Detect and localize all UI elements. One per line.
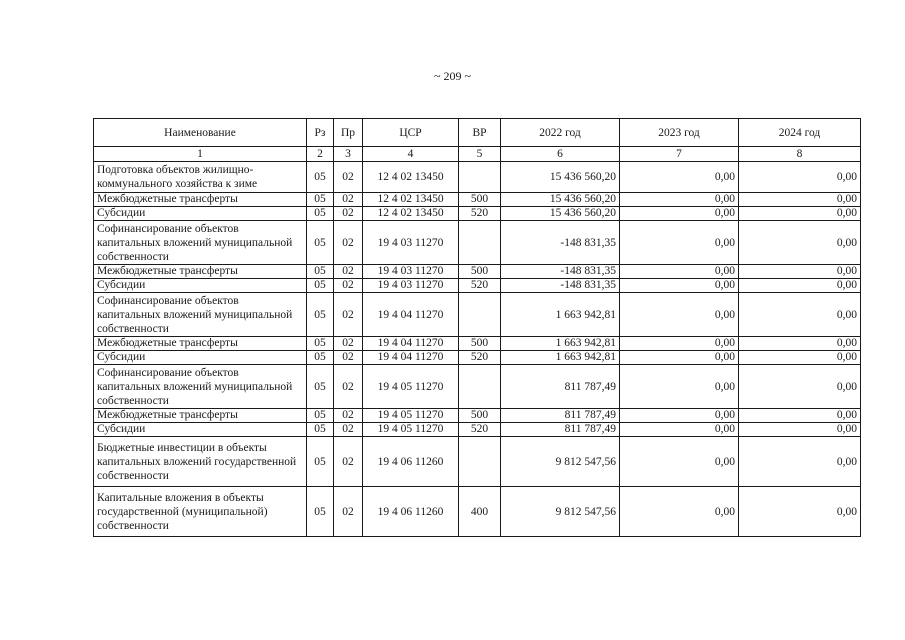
table-row — [94, 365, 861, 409]
table-row — [94, 265, 861, 279]
row-2023: 0,00 — [620, 337, 739, 351]
column-number: 3 — [334, 147, 363, 162]
row-2024: 0,00 — [739, 487, 861, 537]
row-2022: -148 831,35 — [501, 265, 620, 279]
row-csr: 19 4 03 11270 — [363, 221, 459, 265]
row-rz: 05 — [307, 221, 334, 265]
row-2022: -148 831,35 — [501, 279, 620, 293]
header-rz: Рз — [307, 119, 334, 147]
row-rz: 05 — [307, 487, 334, 537]
row-csr: 19 4 03 11270 — [363, 279, 459, 293]
row-vr: 500 — [459, 265, 501, 279]
row-2022: 811 787,49 — [501, 423, 620, 437]
row-2024: 0,00 — [739, 193, 861, 207]
row-rz: 05 — [307, 351, 334, 365]
row-pr: 02 — [334, 265, 363, 279]
column-number: 5 — [459, 147, 501, 162]
row-2024: 0,00 — [739, 365, 861, 409]
row-2022: 811 787,49 — [501, 365, 620, 409]
row-2022: 15 436 560,20 — [501, 162, 620, 193]
column-number: 2 — [307, 147, 334, 162]
row-2023: 0,00 — [620, 437, 739, 487]
row-2022: 9 812 547,56 — [501, 437, 620, 487]
row-pr: 02 — [334, 193, 363, 207]
row-2023: 0,00 — [620, 193, 739, 207]
row-2023: 0,00 — [620, 293, 739, 337]
column-number: 7 — [620, 147, 739, 162]
header-2024: 2024 год — [739, 119, 861, 147]
row-vr — [459, 293, 501, 337]
row-csr: 19 4 05 11270 — [363, 365, 459, 409]
row-name: Бюджетные инвестиции в объекты капитальных вложений государственной собственности — [94, 437, 307, 487]
row-csr: 19 4 04 11270 — [363, 293, 459, 337]
row-2022: 15 436 560,20 — [501, 207, 620, 221]
row-rz: 05 — [307, 423, 334, 437]
column-number-row — [94, 147, 861, 162]
row-rz: 05 — [307, 162, 334, 193]
row-rz: 05 — [307, 409, 334, 423]
row-name: Субсидии — [94, 423, 307, 437]
row-vr: 500 — [459, 193, 501, 207]
table-row — [94, 409, 861, 423]
row-csr: 19 4 06 11260 — [363, 437, 459, 487]
table-header-row — [94, 119, 861, 147]
row-vr — [459, 162, 501, 193]
row-2022: 15 436 560,20 — [501, 193, 620, 207]
row-rz: 05 — [307, 193, 334, 207]
row-2023: 0,00 — [620, 162, 739, 193]
column-number: 1 — [94, 147, 307, 162]
row-2024: 0,00 — [739, 162, 861, 193]
row-csr: 19 4 03 11270 — [363, 265, 459, 279]
row-name: Межбюджетные трансферты — [94, 193, 307, 207]
row-name: Межбюджетные трансферты — [94, 265, 307, 279]
row-csr: 12 4 02 13450 — [363, 162, 459, 193]
row-pr: 02 — [334, 487, 363, 537]
row-name: Софинансирование объектов капитальных вложений муниципальной собственности — [94, 293, 307, 337]
row-2024: 0,00 — [739, 351, 861, 365]
row-2024: 0,00 — [739, 265, 861, 279]
row-pr: 02 — [334, 162, 363, 193]
header-2022: 2022 год — [501, 119, 620, 147]
row-2023: 0,00 — [620, 351, 739, 365]
row-2023: 0,00 — [620, 487, 739, 537]
table-row — [94, 207, 861, 221]
row-2022: 9 812 547,56 — [501, 487, 620, 537]
row-2024: 0,00 — [739, 207, 861, 221]
row-2024: 0,00 — [739, 337, 861, 351]
row-2023: 0,00 — [620, 423, 739, 437]
row-2024: 0,00 — [739, 293, 861, 337]
row-2022: 1 663 942,81 — [501, 351, 620, 365]
row-vr: 520 — [459, 351, 501, 365]
row-vr: 500 — [459, 409, 501, 423]
row-2024: 0,00 — [739, 423, 861, 437]
table-row — [94, 487, 861, 537]
row-pr: 02 — [334, 409, 363, 423]
row-pr: 02 — [334, 207, 363, 221]
row-vr — [459, 365, 501, 409]
table-row — [94, 279, 861, 293]
row-csr: 19 4 06 11260 — [363, 487, 459, 537]
row-name: Софинансирование объектов капитальных вложений муниципальной собственности — [94, 365, 307, 409]
row-name: Подготовка объектов жилищно-коммунального хозяйства к зиме — [94, 162, 307, 193]
row-vr: 520 — [459, 207, 501, 221]
row-2023: 0,00 — [620, 409, 739, 423]
row-2023: 0,00 — [620, 265, 739, 279]
table-row — [94, 337, 861, 351]
row-vr — [459, 221, 501, 265]
row-pr: 02 — [334, 279, 363, 293]
header-name: Наименование — [94, 119, 307, 147]
row-2023: 0,00 — [620, 221, 739, 265]
row-vr: 520 — [459, 423, 501, 437]
table-row — [94, 162, 861, 193]
row-csr: 12 4 02 13450 — [363, 207, 459, 221]
table-row — [94, 293, 861, 337]
column-number: 4 — [363, 147, 459, 162]
row-rz: 05 — [307, 265, 334, 279]
row-vr: 520 — [459, 279, 501, 293]
row-name: Межбюджетные трансферты — [94, 337, 307, 351]
row-2023: 0,00 — [620, 207, 739, 221]
row-name: Субсидии — [94, 279, 307, 293]
column-number: 8 — [739, 147, 861, 162]
row-pr: 02 — [334, 437, 363, 487]
row-2023: 0,00 — [620, 279, 739, 293]
row-pr: 02 — [334, 221, 363, 265]
header-vr: ВР — [459, 119, 501, 147]
row-csr: 12 4 02 13450 — [363, 193, 459, 207]
row-pr: 02 — [334, 351, 363, 365]
row-rz: 05 — [307, 293, 334, 337]
table-row — [94, 193, 861, 207]
row-pr: 02 — [334, 293, 363, 337]
table-row — [94, 437, 861, 487]
row-csr: 19 4 04 11270 — [363, 337, 459, 351]
row-name: Межбюджетные трансферты — [94, 409, 307, 423]
row-rz: 05 — [307, 279, 334, 293]
row-2022: 1 663 942,81 — [501, 293, 620, 337]
row-2022: -148 831,35 — [501, 221, 620, 265]
budget-table — [93, 118, 861, 537]
row-csr: 19 4 04 11270 — [363, 351, 459, 365]
row-2024: 0,00 — [739, 221, 861, 265]
table-row — [94, 351, 861, 365]
row-vr: 500 — [459, 337, 501, 351]
row-rz: 05 — [307, 437, 334, 487]
header-2023: 2023 год — [620, 119, 739, 147]
row-2024: 0,00 — [739, 279, 861, 293]
row-2024: 0,00 — [739, 409, 861, 423]
row-name: Софинансирование объектов капитальных вложений муниципальной собственности — [94, 221, 307, 265]
header-csr: ЦСР — [363, 119, 459, 147]
row-rz: 05 — [307, 365, 334, 409]
row-2022: 811 787,49 — [501, 409, 620, 423]
row-csr: 19 4 05 11270 — [363, 409, 459, 423]
header-pr: Пр — [334, 119, 363, 147]
row-name: Субсидии — [94, 207, 307, 221]
row-2022: 1 663 942,81 — [501, 337, 620, 351]
column-number: 6 — [501, 147, 620, 162]
row-rz: 05 — [307, 337, 334, 351]
page-number: ~ 209 ~ — [434, 69, 471, 83]
row-vr — [459, 437, 501, 487]
row-pr: 02 — [334, 337, 363, 351]
table-row — [94, 423, 861, 437]
row-name: Субсидии — [94, 351, 307, 365]
row-pr: 02 — [334, 365, 363, 409]
row-2024: 0,00 — [739, 437, 861, 487]
row-vr: 400 — [459, 487, 501, 537]
row-name: Капитальные вложения в объекты государственной (муниципальной) собственности — [94, 487, 307, 537]
row-rz: 05 — [307, 207, 334, 221]
row-pr: 02 — [334, 423, 363, 437]
row-2023: 0,00 — [620, 365, 739, 409]
table-row — [94, 221, 861, 265]
row-csr: 19 4 05 11270 — [363, 423, 459, 437]
